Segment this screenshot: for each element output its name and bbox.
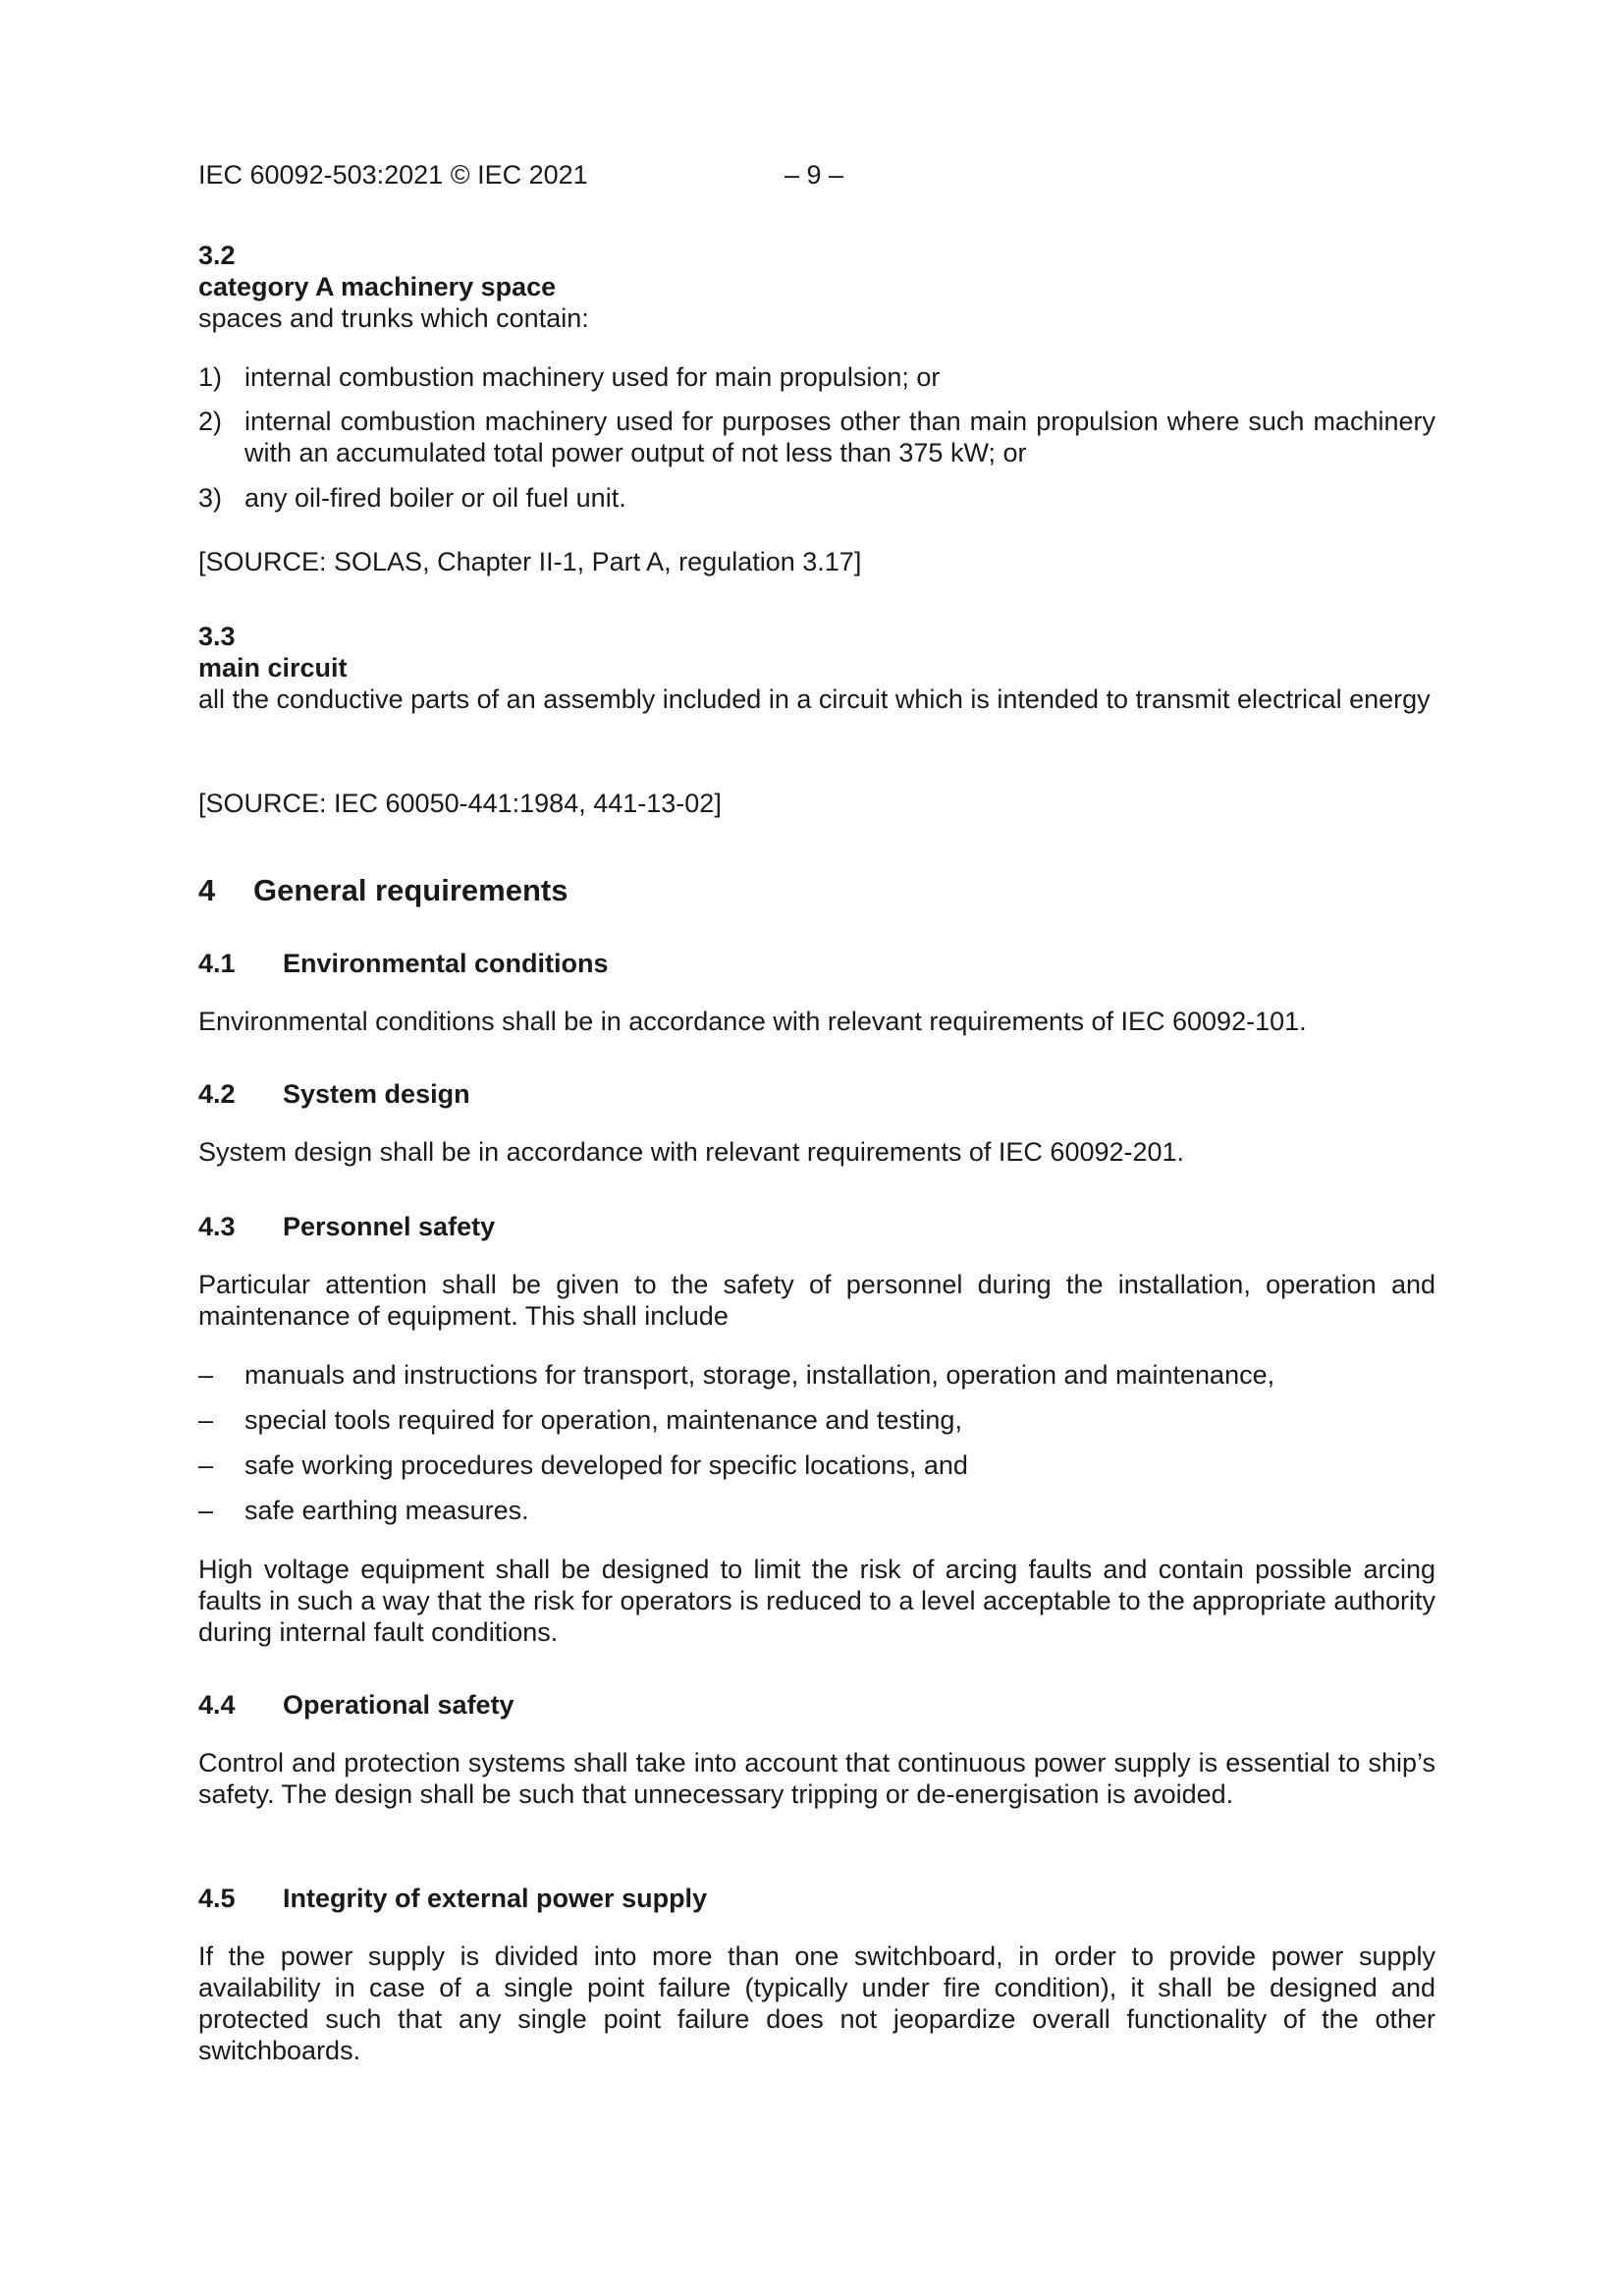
list-text: safe earthing measures. xyxy=(244,1496,529,1525)
paragraph: Environmental conditions shall be in accordance with relevant requirements of IEC 60092-101. xyxy=(198,1007,1307,1036)
paragraph: Control and protection systems shall take into account that continuous power supply is essential to ship’s safety. The design shall be such that unnecessary tripping or de-energisation is avoided. xyxy=(198,1748,1435,1809)
list-text: internal combustion machinery used for main propulsion; or xyxy=(244,362,941,392)
list-text: internal combustion machinery used for purposes other than main propulsion where such machinery with an accumulated total power output of not less than 375 kW; or xyxy=(244,407,1435,467)
paragraph: System design shall be in accordance with relevant requirements of IEC 60092-201. xyxy=(198,1137,1185,1167)
term-source: [SOURCE: IEC 60050-441:1984, 441-13-02] xyxy=(198,789,722,818)
term-number: 3.3 xyxy=(198,622,236,651)
paragraph: If the power supply is divided into more than one switchboard, in order to provide power supply availability in case of a single point failure (typically under fire condition), it shall be designed and protected such that any single point failure does not jeopardize overall functionality of the other switchboards. xyxy=(198,1941,1435,2065)
list-text: special tools required for operation, maintenance and testing, xyxy=(244,1405,962,1435)
paragraph: High voltage equipment shall be designed to limit the risk of arcing faults and contain possible arcing faults in such a way that the risk for operators is reduced to a level acceptable to the appropriate authority during internal fault conditions. xyxy=(198,1555,1435,1647)
subclause-number: 4.2 xyxy=(198,1079,236,1109)
subclause-number: 4.4 xyxy=(198,1690,236,1720)
subclause-title: Integrity of external power supply xyxy=(283,1884,708,1913)
term-3-3 xyxy=(198,621,1435,715)
clause-number: 4 xyxy=(198,873,216,907)
list-text: any oil-fired boiler or oil fuel unit. xyxy=(244,483,626,513)
clause-title: General requirements xyxy=(253,873,568,907)
term-definition: spaces and trunks which contain: xyxy=(198,303,589,333)
list-marker: 1) xyxy=(198,362,223,392)
dash-marker: – xyxy=(198,1496,214,1525)
term-source: [SOURCE: SOLAS, Chapter II-1, Part A, regulation 3.17] xyxy=(198,547,862,576)
list-marker: 2) xyxy=(198,407,223,436)
term-name: main circuit xyxy=(198,653,348,683)
list-marker: 3) xyxy=(198,483,223,513)
subclause-title: Personnel safety xyxy=(283,1212,496,1241)
subclause-number: 4.3 xyxy=(198,1212,236,1241)
dash-marker: – xyxy=(198,1360,214,1390)
list-text: safe working procedures developed for specific locations, and xyxy=(244,1450,968,1480)
subclause-number: 4.1 xyxy=(198,949,236,978)
page-header xyxy=(198,159,1435,194)
list-text: manuals and instructions for transport, storage, installation, operation and maintenance, xyxy=(244,1360,1275,1390)
subclause-number: 4.5 xyxy=(198,1884,236,1913)
term-name: category A machinery space xyxy=(198,272,557,301)
subclause-title: Environmental conditions xyxy=(283,949,609,978)
dash-marker: – xyxy=(198,1450,214,1480)
term-number: 3.2 xyxy=(198,241,236,270)
document-id: IEC 60092-503:2021 © IEC 2021 xyxy=(198,160,588,190)
page-number: – 9 – xyxy=(784,160,844,190)
paragraph: Particular attention shall be given to the safety of personnel during the installation, operation and maintenance of equipment. This shall include xyxy=(198,1270,1435,1331)
term-3-2 xyxy=(198,240,1435,334)
subclause-title: System design xyxy=(283,1079,470,1109)
dash-marker: – xyxy=(198,1405,214,1435)
subclause-title: Operational safety xyxy=(283,1690,514,1720)
term-definition: all the conductive parts of an assembly included in a circuit which is intended to transmit electrical energy xyxy=(198,684,1431,714)
